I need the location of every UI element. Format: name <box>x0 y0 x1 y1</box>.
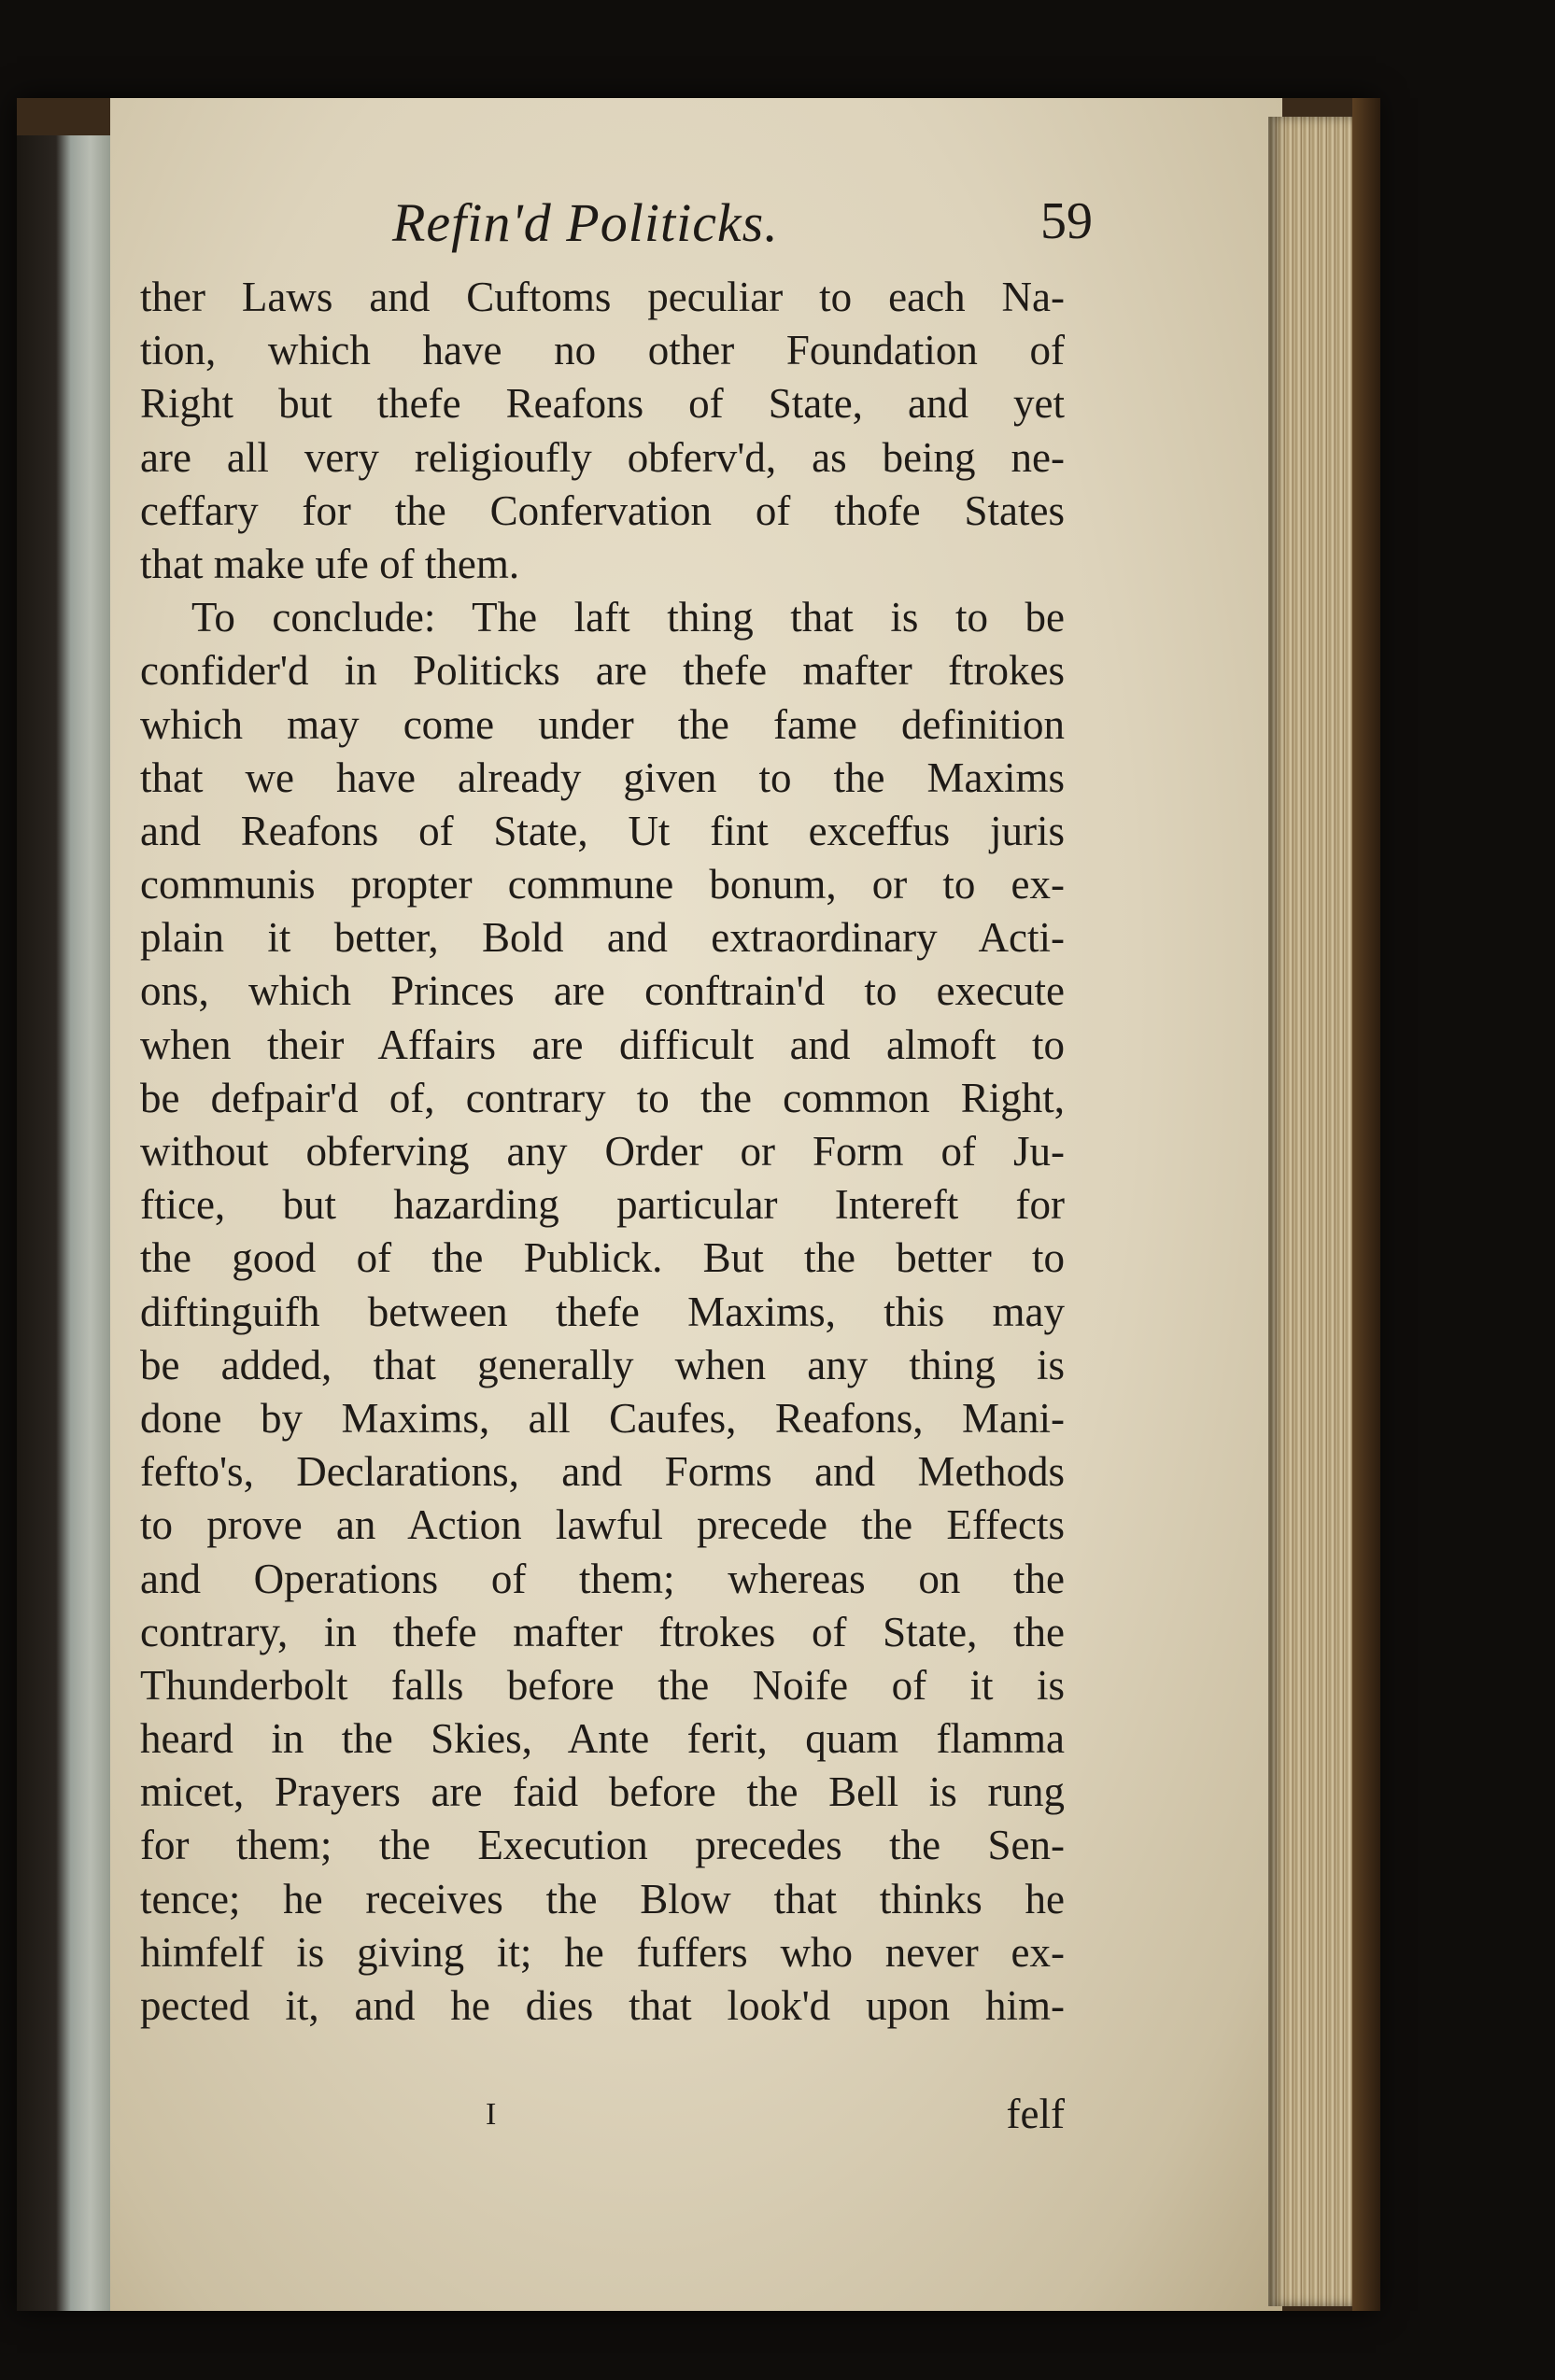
text-line: To conclude: The laft thing that is to be <box>191 594 1065 641</box>
text-line: tion, which have no other Foundation of <box>140 327 1065 374</box>
text-line: ther Laws and Cuftoms peculiar to each Na- <box>140 274 1065 320</box>
text-line: heard in the Skies, Ante ferit, quam flamma <box>140 1715 1065 1763</box>
text-line: to prove an Action lawful precede the Effects <box>140 1501 1065 1549</box>
text-line: ceffary for the Confervation of thofe States <box>140 486 1065 534</box>
text-line: which may come under the fame definition <box>140 700 1065 748</box>
text-line: communis propter commune bonum, or to ex- <box>140 861 1065 908</box>
text-line: tence; he receives the Blow that thinks he <box>140 1875 1065 1922</box>
text-line: be defpair'd of, contrary to the common Right, <box>140 1074 1065 1121</box>
text-line: ons, which Princes are conftrain'd to execute <box>140 967 1065 1015</box>
text-line: Thunderbolt falls before the Noife of it is <box>140 1661 1065 1709</box>
running-head-title: Refin'd Politicks. <box>392 192 779 253</box>
text-line: be added, that generally when any thing is <box>140 1341 1065 1388</box>
text-line: pected it, and he dies that look'd upon him- <box>140 1982 1065 2029</box>
text-line: fefto's, Declarations, and Forms and Methods <box>140 1448 1065 1496</box>
text-line: are all very religioufly obferv'd, as being ne- <box>140 433 1065 481</box>
facing-page-edge <box>17 135 115 2311</box>
catchword: felf <box>1006 2091 1065 2137</box>
body-text <box>140 271 1065 2033</box>
text-line: contrary, in thefe mafter ftrokes of State, the <box>140 1608 1065 1655</box>
running-head <box>364 191 1093 266</box>
text-line: plain it better, Bold and extraordinary Acti- <box>140 914 1065 962</box>
text-line: without obferving any Order or Form of Ju- <box>140 1128 1065 1175</box>
text-line: ftice, but hazarding particular Intereft for <box>140 1181 1065 1229</box>
text-line: that make ufe of them. <box>140 540 520 587</box>
text-line: and Reafons of State, Ut fint exceffus juris <box>140 807 1065 854</box>
text-line: micet, Prayers are faid before the Bell is rung <box>140 1768 1065 1816</box>
text-line: and Operations of them; whereas on the <box>140 1555 1065 1602</box>
text-line: himfelf is giving it; he fuffers who never ex- <box>140 1928 1065 1976</box>
text-line: that we have already given to the Maxims <box>140 753 1065 801</box>
text-line: diftinguifh between thefe Maxims, this may <box>140 1288 1065 1335</box>
text-line: for them; the Execution precedes the Sen- <box>140 1822 1065 1869</box>
text-line: confider'd in Politicks are thefe mafter ftrokes <box>140 647 1065 695</box>
book-cover <box>1352 98 1380 2311</box>
text-line: Right but thefe Reafons of State, and yet <box>140 380 1065 428</box>
page-footer <box>140 2088 1065 2141</box>
signature-mark: I <box>486 2097 497 2132</box>
text-line: the good of the Publick. But the better to <box>140 1234 1065 1282</box>
text-line: when their Affairs are difficult and almoft to <box>140 1021 1065 1068</box>
text-line: done by Maxims, all Caufes, Reafons, Mani- <box>140 1394 1065 1442</box>
page-number: 59 <box>1040 192 1093 250</box>
